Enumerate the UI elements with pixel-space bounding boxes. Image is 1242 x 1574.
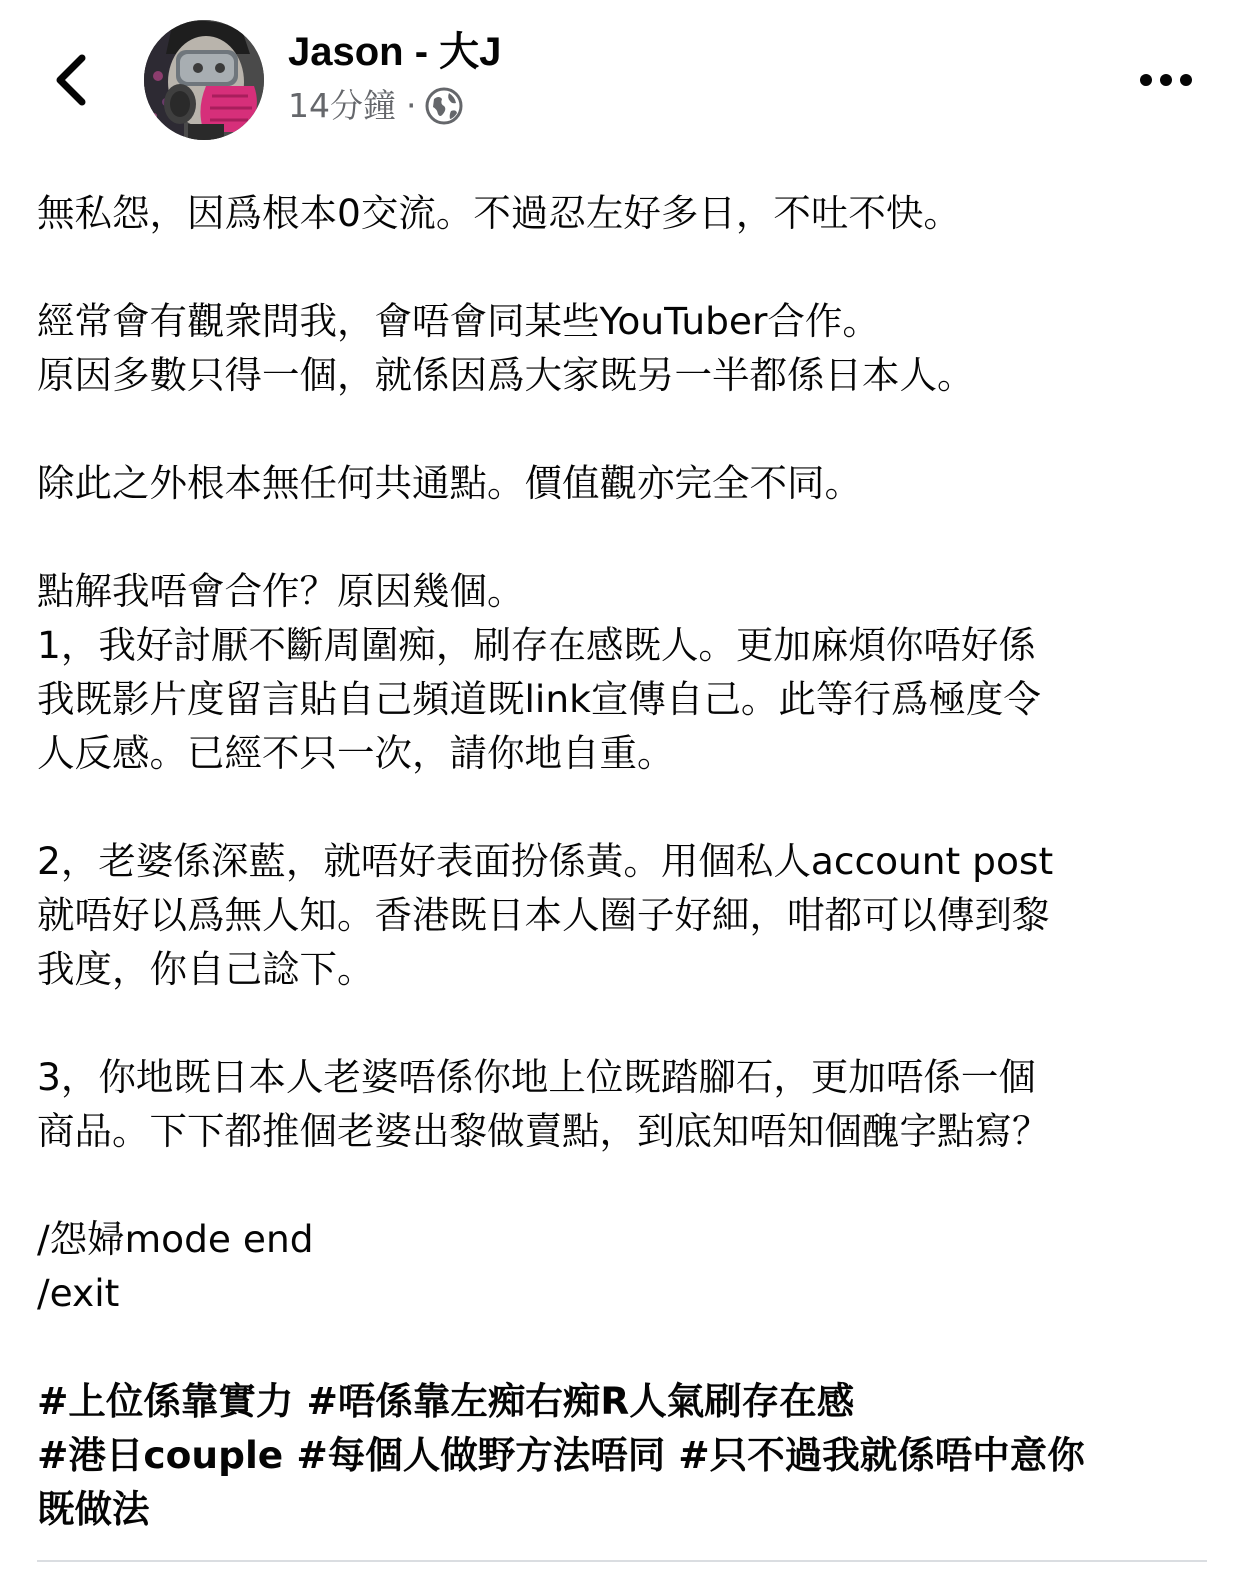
hashtag-link[interactable]: #上位係靠實力 — [37, 1379, 294, 1423]
post-text-line: 我度，你自己諗下。 — [37, 947, 375, 991]
post-text-line: 點解我唔會合作？原因幾個。 — [37, 569, 525, 613]
post-text-line: 原因多數只得一個，就係因爲大家既另一半都係日本人。 — [37, 353, 975, 397]
more-options-button[interactable] — [1138, 62, 1194, 98]
post-meta — [288, 84, 463, 128]
post-header — [0, 0, 1242, 160]
hashtag-link[interactable]: #每個人做野方法唔同 — [296, 1433, 666, 1477]
post-timestamp[interactable]: 14分鐘 — [288, 86, 396, 125]
meta-separator: · — [406, 86, 417, 125]
more-horizontal-icon — [1138, 62, 1194, 98]
hashtag-link[interactable]: #唔係靠左痴右痴R人氣刷存在感 — [306, 1379, 855, 1423]
post-text-line: 除此之外根本無任何共通點。價值觀亦完全不同。 — [37, 461, 862, 505]
post-text-line: /怨婦mode end — [37, 1217, 314, 1261]
hashtag-link[interactable]: #只不過我就係唔中意你 — [678, 1433, 1085, 1477]
hashtag-line — [37, 1374, 1207, 1428]
post-text-line: 我既影片度留言貼自己頻道既link宣傳自己。此等行爲極度令 — [37, 677, 1041, 721]
post-text-line: 1，我好討厭不斷周圍痴，刷存在感既人。更加麻煩你唔好係 — [37, 623, 1036, 667]
hashtag-block — [37, 1374, 1207, 1536]
post-text-line: 就唔好以爲無人知。香港既日本人圈子好細，咁都可以傳到黎 — [37, 893, 1050, 937]
chevron-left-icon — [48, 48, 96, 112]
post-body — [37, 186, 1207, 1536]
avatar[interactable] — [144, 20, 264, 140]
post-text-line: 商品。下下都推個老婆出黎做賣點，到底知唔知個醜字點寫？ — [37, 1109, 1050, 1153]
post-text-line: 經常會有觀衆問我，會唔會同某些YouTuber合作。 — [37, 299, 880, 343]
divider — [37, 1560, 1207, 1562]
hashtag-link[interactable]: #港日couple — [37, 1433, 284, 1477]
post-text-line: 人反感。已經不只一次，請你地自重。 — [37, 731, 675, 775]
hashtag-link-continuation[interactable]: 既做法 — [37, 1487, 150, 1531]
hashtag-line — [37, 1482, 1207, 1536]
post-text-line: 3，你地既日本人老婆唔係你地上位既踏腳石，更加唔係一個 — [37, 1055, 1036, 1099]
hashtag-line — [37, 1428, 1207, 1482]
post-text-line: 2，老婆係深藍，就唔好表面扮係黃。用個私人account post — [37, 839, 1054, 883]
back-button[interactable] — [48, 48, 96, 112]
post-text-line: /exit — [37, 1271, 120, 1315]
author-name[interactable]: Jason - 大J — [288, 30, 502, 74]
post-text-line: 無私怨，因爲根本0交流。不過忍左好多日，不吐不快。 — [37, 191, 961, 235]
globe-icon — [425, 87, 463, 125]
